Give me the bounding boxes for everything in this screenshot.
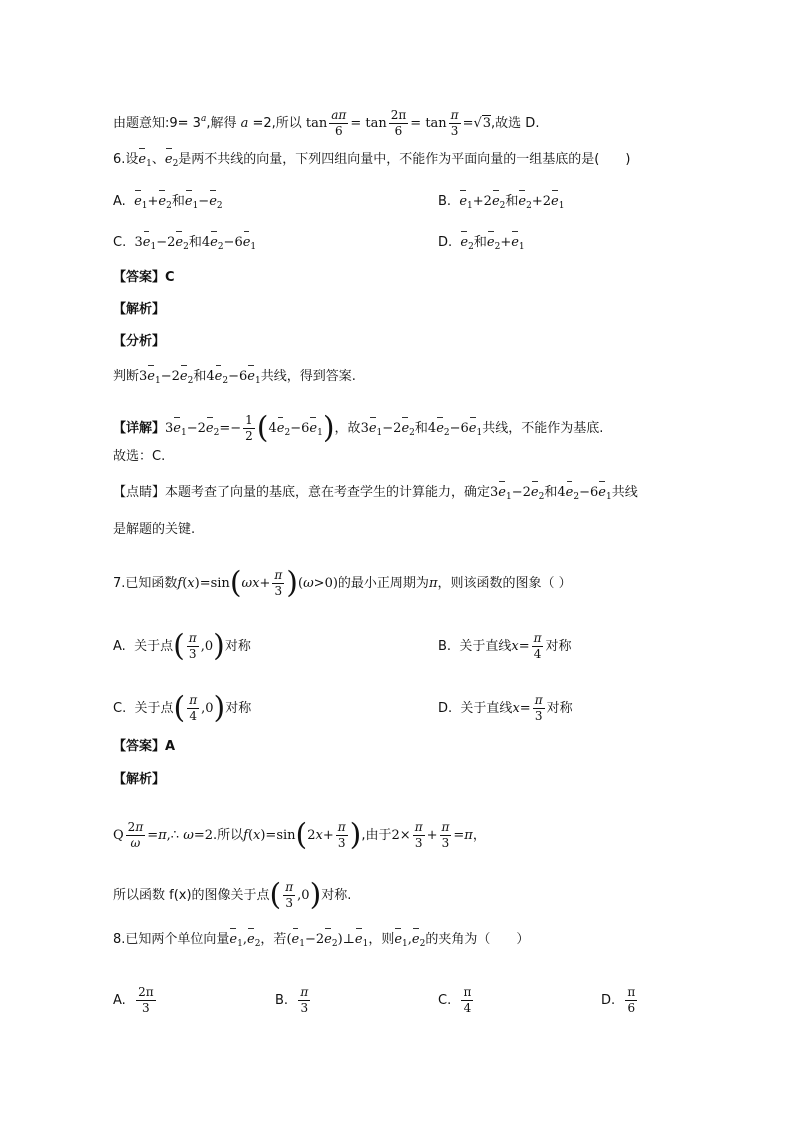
fenxi-heading: 【分析】 <box>113 334 166 349</box>
text: 判断 <box>113 369 140 384</box>
sqrt-value: 3 <box>482 116 492 131</box>
option-label: C. <box>438 993 452 1008</box>
text: 对称 <box>224 639 251 654</box>
text: 和 <box>171 194 185 209</box>
text: 关于直线 <box>460 701 513 716</box>
option-label: C. <box>113 235 127 250</box>
text: 和 <box>414 421 428 436</box>
answer-7: 【答案】A <box>113 739 176 754</box>
text: 关于点 <box>134 639 174 654</box>
line-tan-solution: 由题意知:9= $3^a$,解得 a =2,所以 tan $\frac{a\pi}{6}$ = tan $\frac{2\pi}{6}$ = tan $\frac{\pi}{3}$ =√3,故选 D. <box>113 108 540 138</box>
tan-symbol: tan <box>365 116 387 131</box>
option-label: C. <box>113 701 127 716</box>
text: 的最小正周期为 <box>337 576 429 591</box>
tan-symbol: tan <box>425 116 447 131</box>
text: =2,所以 <box>252 116 302 131</box>
option-8c[interactable]: C. $\frac{\pi}{4}$ <box>438 985 472 1015</box>
question-8-stem: 8.已知两个单位向量$e_1,e_2$，若$(e_1-2e_2)\perp e_1$，则$e_1,e_2$的夹角为（ ） <box>113 932 530 949</box>
option-7b[interactable]: B. 关于直线x= $\frac{\pi}{4}$ 对称 <box>438 631 572 661</box>
text: 和 <box>473 235 487 250</box>
text: ,故选 D. <box>491 116 540 131</box>
fraction: $\frac{a\pi}{6}$ <box>331 108 347 138</box>
option-7a[interactable]: A. 关于点( $\frac{\pi}{3}$ ,0)对称 <box>113 628 251 664</box>
q7-solution-line1: Q $\frac{2\pi}{\omega}$ =π,∴ ω=2.所以f(x)=sin(2x+ $\frac{\pi}{3}$ ),由于2× $\frac{\pi}{3}$ + $\frac{\pi}{3}$ =π， <box>113 817 486 853</box>
text: 的夹角为（ ） <box>425 932 530 947</box>
question-6-stem: 6.设$e_1$、$e_2$是两不共线的向量，下列四组向量中，不能作为平面向量的一组基底的是( ) <box>113 152 631 169</box>
option-6d[interactable]: D. $e_2$和$e_2+e_1$ <box>438 235 525 252</box>
option-label: A. <box>113 194 126 209</box>
text: ，故 <box>334 421 361 436</box>
text: 是两不共线的向量，下列四组向量中，不能作为平面向量的一组基底的是( ) <box>178 152 631 167</box>
text: 【点睛】本题考查了向量的基底，意在考查学生的计算能力，确定 <box>113 485 491 500</box>
text: 对称 <box>546 701 573 716</box>
text: ，若 <box>260 932 287 947</box>
option-label: B. <box>438 639 452 654</box>
fenxi-body: 判断$3e_1-2e_2$和$4e_2-6e_1$共线，得到答案. <box>113 369 356 386</box>
option-6a[interactable]: A. $e_1+e_2$和$e_1-e_2$ <box>113 194 223 211</box>
text: 8.已知两个单位向量 <box>113 932 230 947</box>
text: 和 <box>544 485 558 500</box>
text: 对称. <box>321 888 352 903</box>
fraction: $\frac{\pi}{3}$ <box>450 108 459 138</box>
question-7-stem: 7.已知函数f(x)=sin(ωx+ $\frac{\pi}{3}$ )(ω>0)的最小正周期为π，则该函数的图象（ ） <box>113 565 572 601</box>
option-8b[interactable]: B. $\frac{\pi}{3}$ <box>275 985 309 1015</box>
option-label: D. <box>438 235 453 250</box>
tan-symbol: tan <box>305 116 328 131</box>
text: 所以函数 f(x)的图像关于点 <box>113 888 270 903</box>
text: 和 <box>505 194 519 209</box>
option-label: D. <box>601 993 616 1008</box>
option-label: B. <box>275 993 289 1008</box>
option-label: A. <box>113 993 126 1008</box>
text: 关于直线 <box>459 639 512 654</box>
option-6b[interactable]: B. $e_1+2e_2$和$e_2+2e_1$ <box>438 194 565 211</box>
xiangjie-heading: 【详解】 <box>113 421 166 436</box>
option-8d[interactable]: D. $\frac{\pi}{6}$ <box>601 985 636 1015</box>
text: 共线，得到答案. <box>260 369 356 384</box>
option-label: D. <box>438 701 453 716</box>
fraction: $\frac{2\pi}{6}$ <box>390 108 407 138</box>
option-label: B. <box>438 194 452 209</box>
superscript-a: a <box>200 114 207 124</box>
option-6c[interactable]: C. $3e_1-2e_2$和$4e_2-6e_1$ <box>113 235 257 252</box>
text: 共线 <box>611 485 638 500</box>
text: ，则 <box>368 932 395 947</box>
text: ,解得 <box>206 116 237 131</box>
text: ，则该函数的图象（ ） <box>437 576 572 591</box>
text: ， <box>472 828 486 843</box>
sqrt-sign: √ <box>473 116 482 131</box>
text: 由题意知:9= 3 <box>113 116 201 131</box>
dianjing-line1: 【点睛】本题考查了向量的基底，意在考查学生的计算能力，确定$3e_1-2e_2$和$4e_2-6e_1$共线 <box>113 485 638 502</box>
text: 和 <box>193 369 207 384</box>
text: 、 <box>151 152 165 167</box>
jiexi-heading-7: 【解析】 <box>113 772 166 787</box>
text: 和 <box>188 235 202 250</box>
answer-6: 【答案】C <box>113 270 175 285</box>
dianjing-line2: 是解题的关键. <box>113 522 196 537</box>
text: 7.已知函数 <box>113 576 178 591</box>
option-8a[interactable]: A. $\frac{2\pi}{3}$ <box>113 985 154 1015</box>
option-label: A. <box>113 639 126 654</box>
text: ,由于 <box>361 828 392 843</box>
text: 共线，不能作为基底. <box>482 421 604 436</box>
text: 对称 <box>545 639 572 654</box>
text: 6.设 <box>113 152 139 167</box>
text: 关于点 <box>134 701 174 716</box>
xiangjie-body: 【详解】$3e_1-2e_2=-$ $\frac{1}{2}$ $(4e_2-6e_1)$，故$3e_1-2e_2$和$4e_2-6e_1$共线，不能作为基底. <box>113 410 604 446</box>
jiexi-heading: 【解析】 <box>113 302 166 317</box>
guxuan-text: 故选：C. <box>113 449 166 464</box>
q7-solution-line2: 所以函数 f(x)的图像关于点( $\frac{\pi}{3}$ ,0)对称. <box>113 877 352 913</box>
option-7d[interactable]: D. 关于直线x= $\frac{\pi}{3}$ 对称 <box>438 693 573 723</box>
text: .所以 <box>212 828 244 843</box>
option-7c[interactable]: C. 关于点( $\frac{\pi}{4}$ ,0)对称 <box>113 690 252 726</box>
text: 对称 <box>225 701 252 716</box>
